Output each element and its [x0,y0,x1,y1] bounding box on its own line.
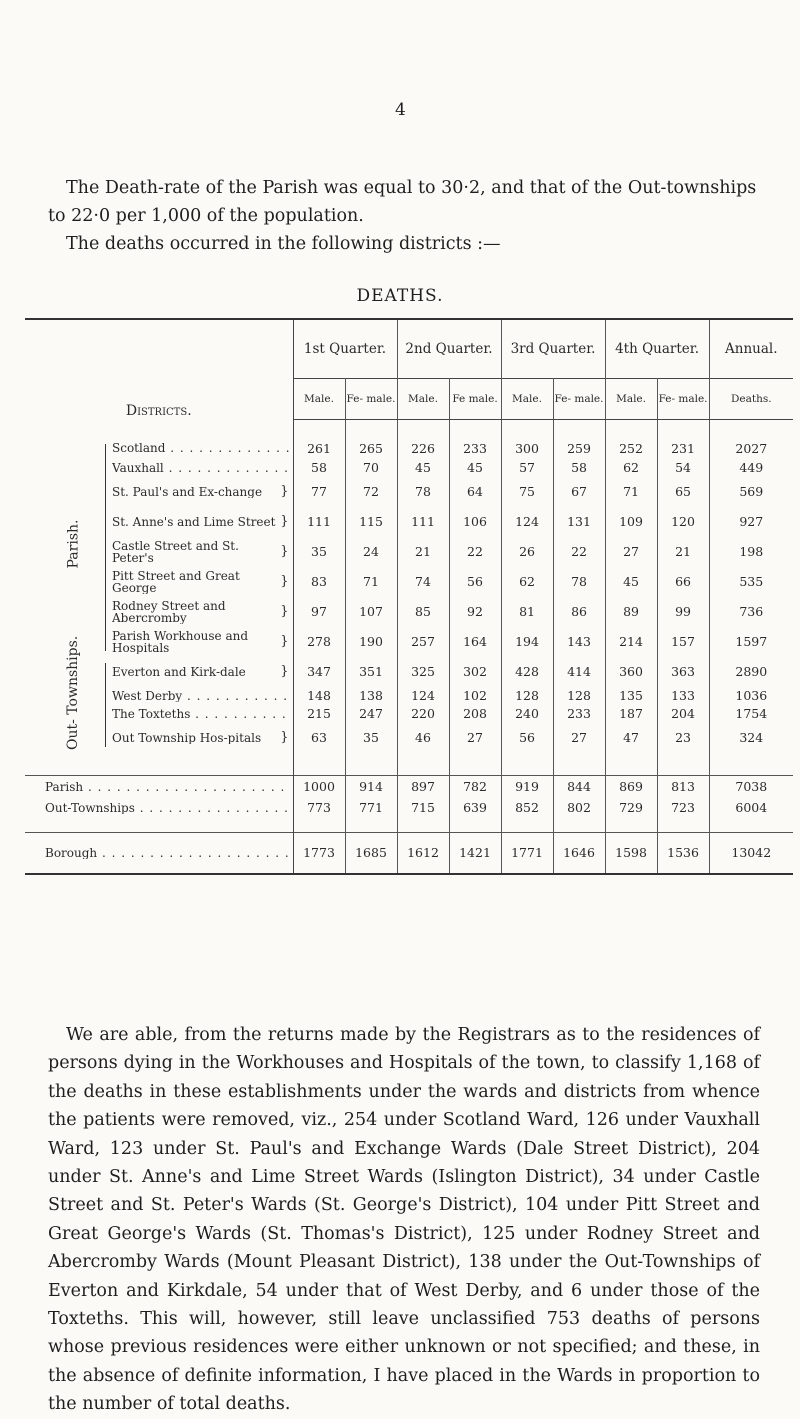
brace-mark: } [280,543,289,559]
death-count-cell: 897 [397,775,449,798]
district-name: Out-Townships . . . [45,802,289,814]
death-count-cell: 58 [553,459,605,477]
death-count-cell: 27 [553,723,605,753]
death-count-cell: 1421 [449,832,501,874]
death-count-cell: 869 [605,775,657,798]
death-count-cell: 45 [397,459,449,477]
deaths-table [25,318,793,875]
death-count-cell: 215 [293,705,345,723]
death-count-cell: 233 [553,705,605,723]
district-name-cell [25,832,293,874]
district-name-cell [25,537,293,567]
table-row [25,832,793,874]
death-count-cell: 1773 [293,832,345,874]
district-name-cell [25,775,293,798]
death-count-cell: 58 [293,459,345,477]
death-count-cell: 414 [553,657,605,687]
district-name: Everton and Kirk-dale [112,665,246,678]
intro-subparagraph: The deaths occurred in the following districts :— [66,234,501,254]
brace-mark: } [280,603,289,619]
quarter-1-header: 1st Quarter. [293,319,397,379]
annual-deaths-cell: 6004 [735,800,768,815]
death-count-cell: 57 [501,459,553,477]
death-count-cell: 45 [449,459,501,477]
district-name-cell [25,567,293,597]
district-name: Pitt Street and Great George [112,569,240,594]
page-number: 4 [395,100,406,120]
death-count-cell: 75 [501,477,553,507]
annual-deaths-cell: 449 [739,460,764,475]
death-count-cell: 639 [449,798,501,818]
death-count-cell: 261 [293,438,345,459]
table-title: DEATHS. [356,286,444,306]
brace-mark: } [280,573,289,589]
annual-deaths-cell: 7038 [709,775,793,798]
district-name: Scotland . . . [112,442,289,454]
female-header: Fe- male. [345,379,397,420]
district-name-cell [25,705,293,723]
death-count-cell: 27 [449,723,501,753]
death-count-cell: 128 [553,687,605,705]
death-count-cell: 226 [397,438,449,459]
death-count-cell: 233 [449,438,501,459]
death-count-cell: 157 [657,627,709,657]
death-count-cell: 86 [553,597,605,627]
spacer-row [25,818,793,833]
death-count-cell: 802 [553,798,605,818]
death-count-cell: 56 [449,567,501,597]
district-name-cell [25,477,293,507]
deaths-header: Deaths. [709,379,793,420]
death-count-cell: 46 [397,723,449,753]
annual-deaths-cell: 927 [739,514,764,529]
district-name-cell [25,507,293,537]
death-count-cell: 300 [501,438,553,459]
death-count-cell: 302 [449,657,501,687]
annual-deaths-cell: 1597 [735,634,768,649]
district-name: Vauxhall . . . [112,462,289,474]
death-count-cell: 64 [449,477,501,507]
death-count-cell: 97 [293,597,345,627]
annual-deaths-cell: 569 [739,484,764,499]
death-count-cell: 120 [657,507,709,537]
death-count-cell: 1612 [397,832,449,874]
death-count-cell: 428 [501,657,553,687]
death-count-cell: 190 [345,627,397,657]
table-row [25,723,793,753]
death-count-cell: 54 [657,459,709,477]
death-count-cell: 47 [605,723,657,753]
death-count-cell: 1646 [553,832,605,874]
annual-deaths-cell: 1036 [735,688,768,703]
table-row [25,477,793,507]
closing-paragraph: We are able, from the returns made by the Registrars as to the residences of persons dying in the Workhouses and Hospitals of the town, to classify 1,168 of the deaths in these establishments under the wards and districts from whence the patients were removed, viz., 254 under Scotland Ward, 126 under Vauxhall Ward, 123 under St. Paul's and Exchange Wards (Dale Street District), 204 under St. Anne's and Lime Street Wards (Islington District), 34 under Castle Street and St. Peter's Wards (St. George's District), 104 under Pitt Street and Great George's Wards (St. Thomas's District), 125 under Rodney Street and Abercromby Wards (Mount Pleasant District), 138 under the Out-Townships of Everton and Kirkdale, 54 under that of West Derby, and 6 under those of the Toxteths. This will, however, still leave unclassified 753 deaths of persons whose previous residences were either unknown or not specified; and these, in the absence of definite information, I have placed in the Wards in proportion to the number of total deaths. [48,1025,760,1415]
death-count-cell: 56 [501,723,553,753]
annual-deaths-cell: 1754 [735,706,768,721]
death-count-cell: 23 [657,723,709,753]
district-name: St. Paul's and Ex-change [112,485,263,498]
death-count-cell: 852 [501,798,553,818]
male-header: Male. [605,379,657,420]
death-count-cell: 78 [397,477,449,507]
death-count-cell: 22 [449,537,501,567]
death-count-cell: 63 [293,723,345,753]
death-count-cell: 35 [293,537,345,567]
death-count-cell: 124 [397,687,449,705]
death-count-cell: 138 [345,687,397,705]
death-count-cell: 21 [657,537,709,567]
district-name: Castle Street and St. Peter's [112,539,239,564]
death-count-cell: 919 [501,775,553,798]
district-name: Parish Workhouse and Hospitals [112,629,249,654]
death-count-cell: 27 [605,537,657,567]
quarter-4-header: 4th Quarter. [605,319,709,379]
death-count-cell: 102 [449,687,501,705]
death-count-cell: 89 [605,597,657,627]
death-count-cell: 347 [293,657,345,687]
intro-paragraph: The Death-rate of the Parish was equal to 30·2, and that of the Out-townships to 22·0 per 1,000 of the population. [48,178,757,226]
death-count-cell: 782 [449,775,501,798]
female-header: Fe- male. [657,379,709,420]
table-row [25,687,793,705]
female-header: Fe- male. [553,379,605,420]
death-count-cell: 257 [397,627,449,657]
death-count-cell: 729 [605,798,657,818]
death-count-cell: 1771 [501,832,553,874]
death-count-cell: 813 [657,775,709,798]
death-count-cell: 128 [501,687,553,705]
death-count-cell: 771 [345,798,397,818]
death-count-cell: 247 [345,705,397,723]
table-row [25,459,793,477]
death-count-cell: 214 [605,627,657,657]
death-count-cell: 111 [397,507,449,537]
brace-mark: } [280,729,289,745]
annual-deaths-cell: 13042 [709,832,793,874]
district-name: Parish . . . [45,781,289,793]
death-count-cell: 45 [605,567,657,597]
death-count-cell: 164 [449,627,501,657]
death-count-cell: 1685 [345,832,397,874]
male-header: Male. [293,379,345,420]
brace-mark: } [280,663,289,679]
spacer-row [25,753,793,776]
death-count-cell: 71 [605,477,657,507]
death-count-cell: 65 [657,477,709,507]
death-count-cell: 148 [293,687,345,705]
district-name: St. Anne's and Lime Street [112,515,276,528]
death-count-cell: 133 [657,687,709,705]
death-count-cell: 351 [345,657,397,687]
death-count-cell: 914 [345,775,397,798]
quarter-2-header: 2nd Quarter. [397,319,501,379]
death-count-cell: 363 [657,657,709,687]
table-row [25,537,793,567]
brace-mark: } [280,513,289,529]
death-count-cell: 71 [345,567,397,597]
death-count-cell: 231 [657,438,709,459]
death-count-cell: 1598 [605,832,657,874]
male-header: Male. [501,379,553,420]
out-townships-label: Out- Townships. [65,635,81,750]
district-name: Borough . . . [45,847,289,859]
annual-deaths-cell: 2890 [735,664,768,679]
death-count-cell: 62 [605,459,657,477]
death-count-cell: 194 [501,627,553,657]
death-count-cell: 78 [553,567,605,597]
annual-header: Annual. [709,319,793,379]
annual-deaths-cell: 198 [739,544,764,559]
death-count-cell: 24 [345,537,397,567]
table-row [25,705,793,723]
death-count-cell: 115 [345,507,397,537]
death-count-cell: 21 [397,537,449,567]
table-row [25,798,793,818]
death-count-cell: 143 [553,627,605,657]
district-name: Out Township Hos-pitals [112,731,262,744]
death-count-cell: 773 [293,798,345,818]
death-count-cell: 1000 [293,775,345,798]
death-count-cell: 35 [345,723,397,753]
death-count-cell: 220 [397,705,449,723]
death-count-cell: 1536 [657,832,709,874]
death-count-cell: 109 [605,507,657,537]
death-count-cell: 715 [397,798,449,818]
table-row [25,507,793,537]
district-name-cell [25,597,293,627]
death-count-cell: 66 [657,567,709,597]
death-count-cell: 278 [293,627,345,657]
death-count-cell: 83 [293,567,345,597]
district-name: West Derby . . . [112,690,289,702]
district-name: The Toxteths . . . [112,708,289,720]
death-count-cell: 252 [605,438,657,459]
death-count-cell: 22 [553,537,605,567]
death-count-cell: 723 [657,798,709,818]
district-name-cell [25,723,293,753]
quarter-3-header: 3rd Quarter. [501,319,605,379]
annual-deaths-cell: 324 [739,730,764,745]
death-count-cell: 360 [605,657,657,687]
female-header: Fe male. [449,379,501,420]
death-count-cell: 70 [345,459,397,477]
death-count-cell: 85 [397,597,449,627]
districts-header: Districts. [25,319,293,420]
death-count-cell: 111 [293,507,345,537]
table-row [25,438,793,459]
district-name-cell [25,459,293,477]
death-count-cell: 265 [345,438,397,459]
annual-deaths-cell: 2027 [735,440,768,456]
brace-mark: } [280,633,289,649]
parish-label: Parish. [65,519,81,569]
district-name: Rodney Street and Abercromby [112,599,226,624]
death-count-cell: 325 [397,657,449,687]
death-count-cell: 107 [345,597,397,627]
table-row [25,627,793,657]
death-count-cell: 26 [501,537,553,567]
death-count-cell: 240 [501,705,553,723]
death-count-cell: 72 [345,477,397,507]
district-name-cell [25,687,293,705]
death-count-cell: 77 [293,477,345,507]
table-row [25,597,793,627]
annual-deaths-cell: 736 [739,604,764,619]
death-count-cell: 67 [553,477,605,507]
death-count-cell: 204 [657,705,709,723]
death-count-cell: 81 [501,597,553,627]
death-count-cell: 99 [657,597,709,627]
brace-mark: } [280,483,289,499]
table-row [25,775,793,798]
death-count-cell: 187 [605,705,657,723]
spacer-row [25,420,793,438]
death-count-cell: 844 [553,775,605,798]
death-count-cell: 208 [449,705,501,723]
death-count-cell: 74 [397,567,449,597]
death-count-cell: 135 [605,687,657,705]
male-header: Male. [397,379,449,420]
death-count-cell: 124 [501,507,553,537]
death-count-cell: 62 [501,567,553,597]
death-count-cell: 259 [553,438,605,459]
death-count-cell: 131 [553,507,605,537]
district-name-cell [25,798,293,818]
annual-deaths-cell: 535 [739,574,764,589]
death-count-cell: 106 [449,507,501,537]
death-count-cell: 92 [449,597,501,627]
table-row [25,567,793,597]
table-row [25,657,793,687]
